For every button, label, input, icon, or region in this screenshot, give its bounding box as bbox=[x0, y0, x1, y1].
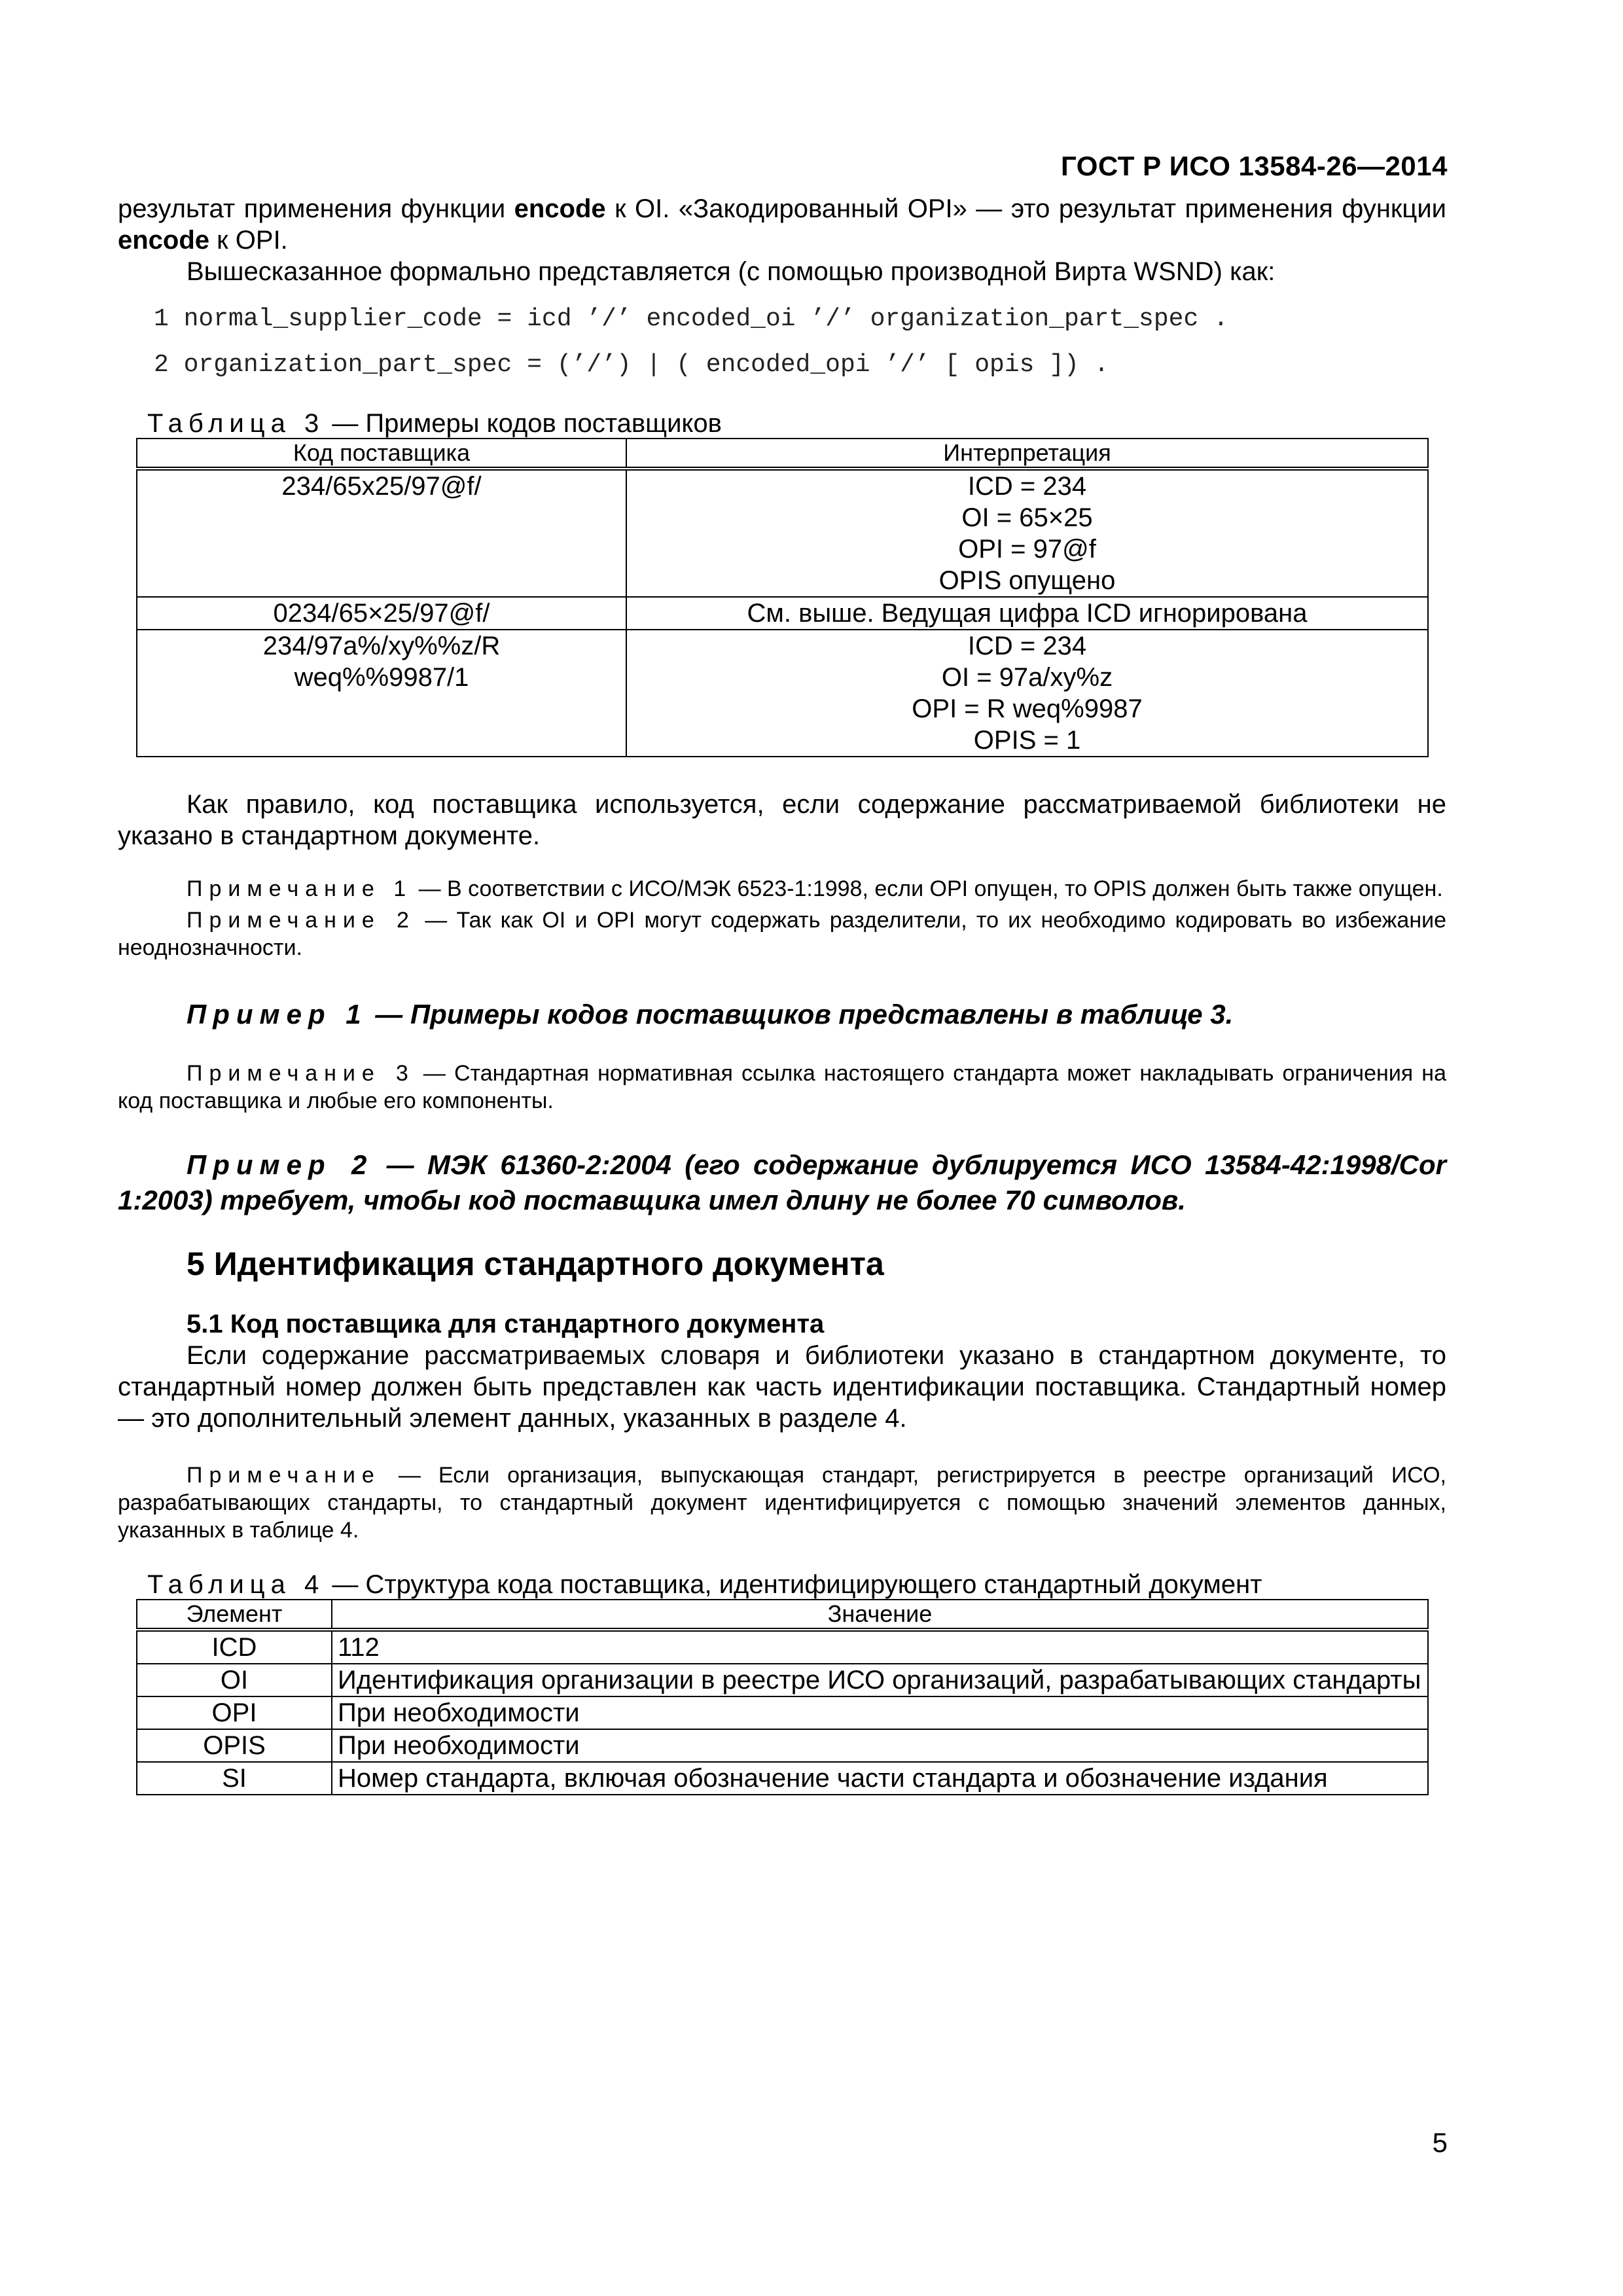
section-5-1-paragraph: Если содержание рассматриваемых словаря и библиотеки указано в стандартном документе, то стандартный номер должен быть представлен как часть идентификации поставщика. Стандартный номер — это дополнительный элемент данных, указанных в разделе 4. bbox=[118, 1341, 1446, 1433]
encode-keyword: encode bbox=[514, 194, 606, 223]
table4-caption bbox=[147, 1570, 1446, 1599]
table-header-cell: Интерпретация bbox=[626, 439, 1428, 469]
cell-line: OPI = 97@f bbox=[958, 535, 1096, 564]
example-label: Пример 2 bbox=[187, 1149, 374, 1180]
table-cell: OPIS bbox=[137, 1729, 332, 1762]
table-cell bbox=[137, 597, 626, 630]
example-text: — Примеры кодов поставщиков представлены в таблице 3. bbox=[367, 999, 1234, 1030]
note-text: — Если организация, выпускающая стандарт, регистрируется в реестре организаций ИСО, разрабатывающих стандарты, то стандартный документ идентифицируется с помощью значений элементов данных, указанных в таблице 4. bbox=[118, 1463, 1446, 1543]
table-cell: При необходимости bbox=[332, 1729, 1428, 1762]
text-run: к OPI. bbox=[209, 226, 288, 255]
cell-line: 0234/65×25/97@f/ bbox=[273, 599, 490, 628]
page-number: 5 bbox=[1432, 2127, 1448, 2158]
cell-line: weq%%9987/1 bbox=[294, 663, 469, 692]
cell-line: ICD = 234 bbox=[967, 472, 1087, 501]
table-row bbox=[137, 1630, 1428, 1664]
table-header-row bbox=[137, 1600, 1428, 1630]
table4 bbox=[136, 1599, 1429, 1795]
cell-line: OPIS = 1 bbox=[973, 726, 1081, 755]
code-line: 1 normal_supplier_code = icd ’/’ encoded_oi ’/’ organization_part_spec . bbox=[154, 305, 1228, 333]
table-cell bbox=[626, 630, 1428, 757]
table3-caption-label: Таблица 3 bbox=[147, 409, 325, 438]
note-label: Примечание 3 bbox=[187, 1061, 415, 1086]
cell-line: OI = 65×25 bbox=[961, 503, 1093, 532]
page-content bbox=[118, 193, 1446, 1795]
table-cell: Идентификация организации в реестре ИСО организаций, разрабатывающих стандарты bbox=[332, 1664, 1428, 1696]
note-2 bbox=[118, 906, 1446, 961]
document-code-header: ГОСТ Р ИСО 13584-26—2014 bbox=[1061, 151, 1448, 181]
table-row bbox=[137, 1664, 1428, 1696]
wsnd-paragraph: Вышесказанное формально представляется (с помощью производной Вирта WSND) как: bbox=[187, 257, 1275, 286]
supplier-code-paragraph: Как правило, код поставщика используется, если содержание рассматриваемой библиотеки не указано в стандартном документе. bbox=[118, 790, 1446, 850]
table-row bbox=[137, 1729, 1428, 1762]
note-text: — Так как OI и OPI могут содержать разделители, то их необходимо кодировать во избежание неоднозначности. bbox=[118, 908, 1446, 960]
table-cell bbox=[626, 469, 1428, 597]
table-cell bbox=[137, 469, 626, 597]
table-row bbox=[137, 1762, 1428, 1795]
encode-keyword: encode bbox=[118, 226, 210, 255]
note-3 bbox=[118, 1060, 1446, 1115]
example-text: — МЭК 61360-2:2004 (его содержание дублируется ИСО 13584-42:1998/Cor 1:2003) требует, чтобы код поставщика имел длину не более 70 символов. bbox=[118, 1149, 1446, 1215]
text-run: результат применения функции bbox=[118, 194, 514, 223]
table3-caption-text: — Примеры кодов поставщиков bbox=[325, 409, 722, 438]
note-text: — В соответствии с ИСО/МЭК 6523-1:1998, если OPI опущен, то OPIS должен быть также опущен. bbox=[412, 876, 1443, 901]
code-line: 2 organization_part_spec = (’/’) | ( encoded_opi ’/’ [ opis ]) . bbox=[154, 351, 1109, 379]
cell-line: 234/65x25/97@f/ bbox=[281, 472, 482, 501]
table-cell: OI bbox=[137, 1664, 332, 1696]
table-cell: При необходимости bbox=[332, 1696, 1428, 1729]
cell-line: 234/97a%/xy%%z/R bbox=[262, 632, 501, 660]
table-cell: 112 bbox=[332, 1630, 1428, 1664]
table-row bbox=[137, 630, 1428, 757]
example-label: Пример 1 bbox=[187, 999, 368, 1030]
table-cell bbox=[626, 597, 1428, 630]
note-1 bbox=[118, 875, 1446, 903]
table3-caption bbox=[147, 409, 1446, 438]
table-row bbox=[137, 469, 1428, 597]
example-1 bbox=[118, 997, 1446, 1032]
note-standard-document bbox=[118, 1462, 1446, 1544]
text-run: к OI. «Закодированный OPI» — это результат применения функции bbox=[605, 194, 1447, 223]
table4-caption-text: — Структура кода поставщика, идентифицирующего стандартный документ bbox=[325, 1570, 1262, 1599]
note-label: Примечание 1 bbox=[187, 876, 413, 901]
table-header-cell: Значение bbox=[332, 1600, 1428, 1630]
cell-line: OPI = R weq%9987 bbox=[912, 694, 1143, 723]
table-cell: Номер стандарта, включая обозначение части стандарта и обозначение издания bbox=[332, 1762, 1428, 1795]
note-label: Примечание bbox=[187, 1463, 381, 1488]
table-cell: ICD bbox=[137, 1630, 332, 1664]
note-text: — Стандартная нормативная ссылка настоящего стандарта может накладывать ограничения на код поставщика и любые его компоненты. bbox=[118, 1061, 1446, 1113]
table4-caption-label: Таблица 4 bbox=[147, 1570, 325, 1599]
cell-line: OPIS опущено bbox=[938, 566, 1116, 595]
table3 bbox=[136, 438, 1429, 757]
table-header-cell: Код поставщика bbox=[137, 439, 626, 469]
table-cell: OPI bbox=[137, 1696, 332, 1729]
table-header-row bbox=[137, 439, 1428, 469]
table-cell: SI bbox=[137, 1762, 332, 1795]
table-row bbox=[137, 1696, 1428, 1729]
table-cell bbox=[137, 630, 626, 757]
intro-paragraph bbox=[118, 193, 1446, 256]
cell-line: См. выше. Ведущая цифра ICD игнорирована bbox=[747, 599, 1308, 628]
example-2 bbox=[118, 1147, 1446, 1218]
section-5-1-heading: 5.1 Код поставщика для стандартного документа bbox=[187, 1310, 825, 1338]
section-5-heading: 5 Идентификация стандартного документа bbox=[187, 1246, 884, 1282]
cell-line: ICD = 234 bbox=[967, 632, 1087, 660]
cell-line: OI = 97a/xy%z bbox=[941, 663, 1113, 692]
note-label: Примечание 2 bbox=[187, 908, 416, 933]
table-row bbox=[137, 597, 1428, 630]
table-header-cell: Элемент bbox=[137, 1600, 332, 1630]
